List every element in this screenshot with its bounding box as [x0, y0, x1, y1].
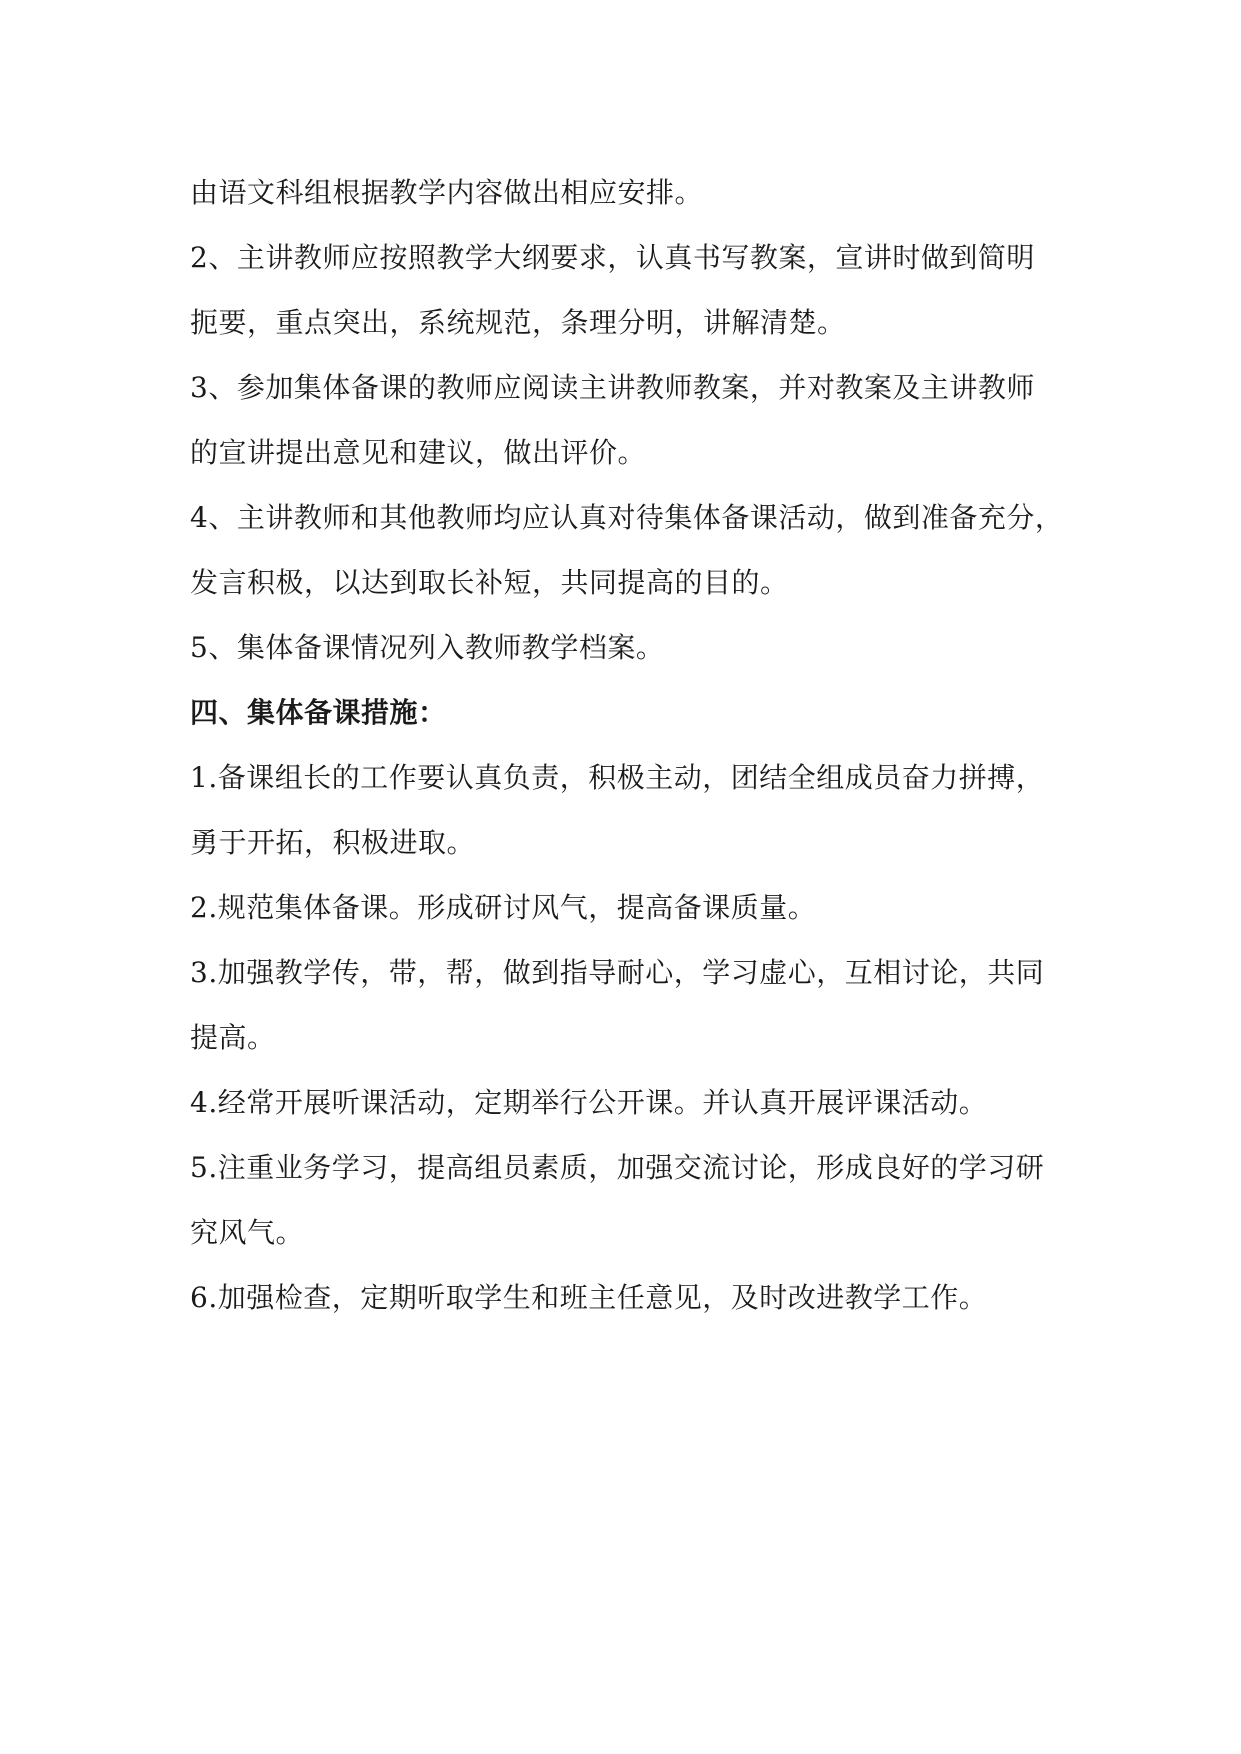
document-body: [190, 160, 1064, 1330]
list-item-3-line-1: 3、参加集体备课的教师应阅读主讲教师教案，并对教案及主讲教师: [190, 371, 1035, 404]
measure-3-line-2: 提高。: [190, 1021, 276, 1054]
measure-2-line-1: 2.规范集体备课。形成研讨风气，提高备课质量。: [190, 891, 817, 924]
list-item-2-line-1: 2、主讲教师应按照教学大纲要求，认真书写教案，宣讲时做到简明: [190, 241, 1035, 274]
list-item-3-line-2: 的宣讲提出意见和建议，做出评价。: [190, 436, 647, 469]
list-item-2-line-2: 扼要，重点突出，系统规范，条理分明，讲解清楚。: [190, 306, 846, 339]
measure-1-line-1: 1.备课组长的工作要认真负责，积极主动，团结全组成员奋力拼搏，: [190, 761, 1045, 794]
measure-6-line-1: 6.加强检查，定期听取学生和班主任意见，及时改进教学工作。: [190, 1281, 988, 1314]
measure-1-line-2: 勇于开拓，积极进取。: [190, 826, 476, 859]
list-item-4-line-1: 4、主讲教师和其他教师均应认真对待集体备课活动，做到准备充分，: [190, 501, 1064, 534]
measure-4-line-1: 4.经常开展听课活动，定期举行公开课。并认真开展评课活动。: [190, 1086, 988, 1119]
list-item-5-line-1: 5、集体备课情况列入教师教学档案。: [190, 631, 665, 664]
list-item-4-line-2: 发言积极，以达到取长补短，共同提高的目的。: [190, 566, 789, 599]
measure-5-line-1: 5.注重业务学习，提高组员素质，加强交流讨论，形成良好的学习研: [190, 1151, 1045, 1184]
measure-3-line-1: 3.加强教学传，带，帮，做到指导耐心，学习虚心，互相讨论，共同: [190, 956, 1045, 989]
body-text-line: 由语文科组根据教学内容做出相应安排。: [190, 176, 704, 209]
section-heading: 四、集体备课措施：: [190, 696, 447, 729]
measure-5-line-2: 究风气。: [190, 1216, 305, 1249]
